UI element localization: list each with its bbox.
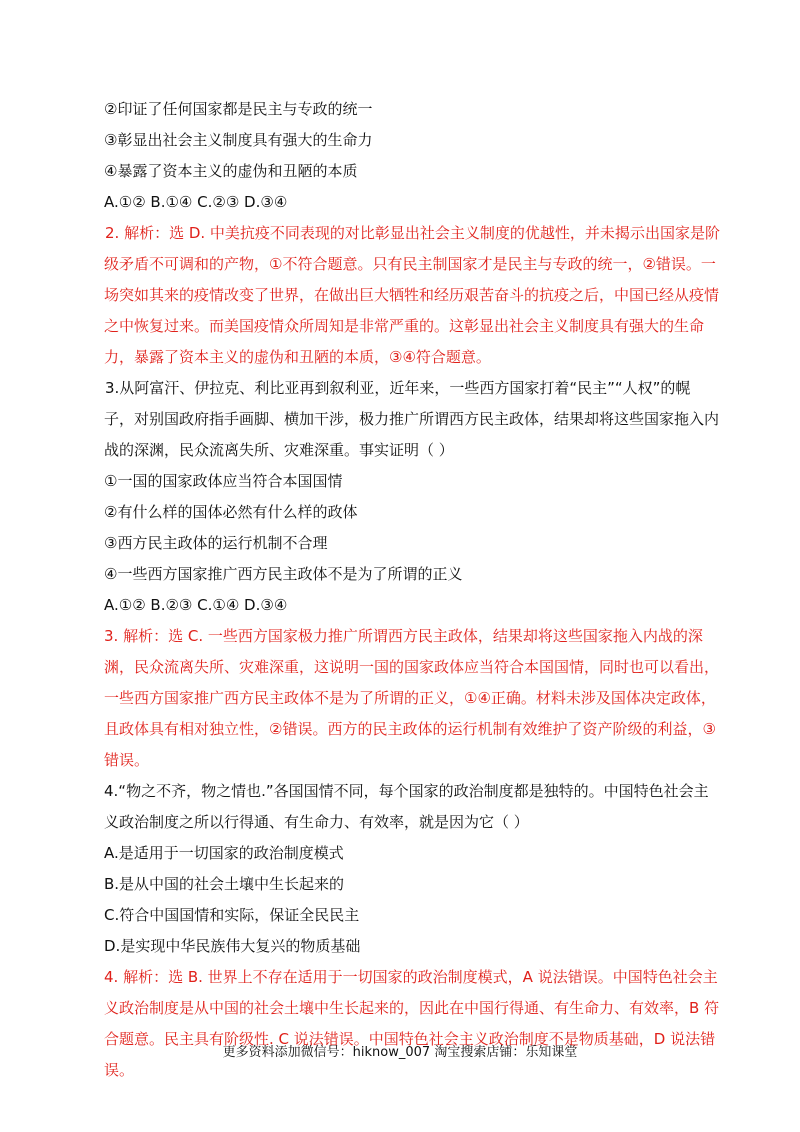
q4-option-b: B.是从中国的社会土壤中生长起来的 (104, 875, 345, 893)
q4-option-d: D.是实现中华民族伟大复兴的物质基础 (104, 937, 361, 955)
q3-option-2: ②有什么样的国体必然有什么样的政体 (104, 503, 358, 521)
q3-option-3: ③西方民主政体的运行机制不合理 (104, 534, 328, 552)
q3-option-4: ④一些西方国家推广西方民主政体不是为了所谓的正义 (104, 565, 463, 583)
q1-option-4: ④暴露了资本主义的虚伪和丑陋的本质 (104, 162, 358, 180)
answer-4: 4. 解析：选 B. 世界上不存在适用于一切国家的政治制度模式，A 说法错误。中国特色社会主义政治制度是从中国的社会土壤中生长起来的，因此在中国行得通、有生命力、有效率，B 符合题意。民主具有阶级性. C 说法错误。中国特色社会主义政治制度不是物质基础，D 说法错误。 (104, 968, 720, 1079)
document-page (104, 94, 720, 1086)
q1-option-2: ②印证了任何国家都是民主与专政的统一 (104, 100, 373, 118)
answer-2: 2. 解析：选 D. 中美抗疫不同表现的对比彰显出社会主义制度的优越性，并未揭示出国家是阶级矛盾不可调和的产物，①不符合题意。只有民主制国家才是民主与专政的统一，②错误。一场突如其来的疫情改变了世界，在做出巨大牺牲和经历艰苦奋斗的抗疫之后，中国已经从疫情之中恢复过来。而美国疫情众所周知是非常严重的。这彰显出社会主义制度具有强大的生命力，暴露了资本主义的虚伪和丑陋的本质，③④符合题意。 (104, 224, 720, 366)
q3-option-1: ①一国的国家政体应当符合本国国情 (104, 472, 343, 490)
q4-option-c: C.符合中国国情和实际，保证全民民主 (104, 906, 360, 924)
answer-3: 3. 解析：选 C. 一些西方国家极力推广所谓西方民主政体，结果却将这些国家拖入内战的深渊，民众流离失所、灾难深重，这说明一国的国家政体应当符合本国国情，同时也可以看出，一些西方国家推广西方民主政体不是为了所谓的正义，①④正确。材料未涉及国体决定政体，且政体具有相对独立性，②错误。西方的民主政体的运行机制有效维护了资产阶级的利益，③错误。 (104, 627, 720, 769)
q4-option-a: A.是适用于一切国家的政治制度模式 (104, 844, 344, 862)
question-4-stem: 4.“物之不齐，物之情也.”各国国情不同，每个国家的政治制度都是独特的。中国特色社会主义政治制度之所以行得通、有生命力、有效率，就是因为它（ ） (104, 782, 709, 831)
q1-option-3: ③彰显出社会主义制度具有强大的生命力 (104, 131, 373, 149)
footer-promo: 更多资料添加微信号：hiknow_007 淘宝搜索店铺：乐知课堂 (222, 1045, 578, 1060)
q1-choices: A.①② B.①④ C.②③ D.③④ (104, 193, 288, 211)
q3-choices: A.①② B.②③ C.①④ D.③④ (104, 596, 288, 614)
question-3-stem: 3.从阿富汗、伊拉克、利比亚再到叙利亚，近年来，一些西方国家打着“民主”“人权”的幌子，对别国政府指手画脚、横加干涉，极力推广所谓西方民主政体，结果却将这些国家拖入内战的深渊，民众流离失所、灾难深重。事实证明（ ） (104, 379, 720, 459)
